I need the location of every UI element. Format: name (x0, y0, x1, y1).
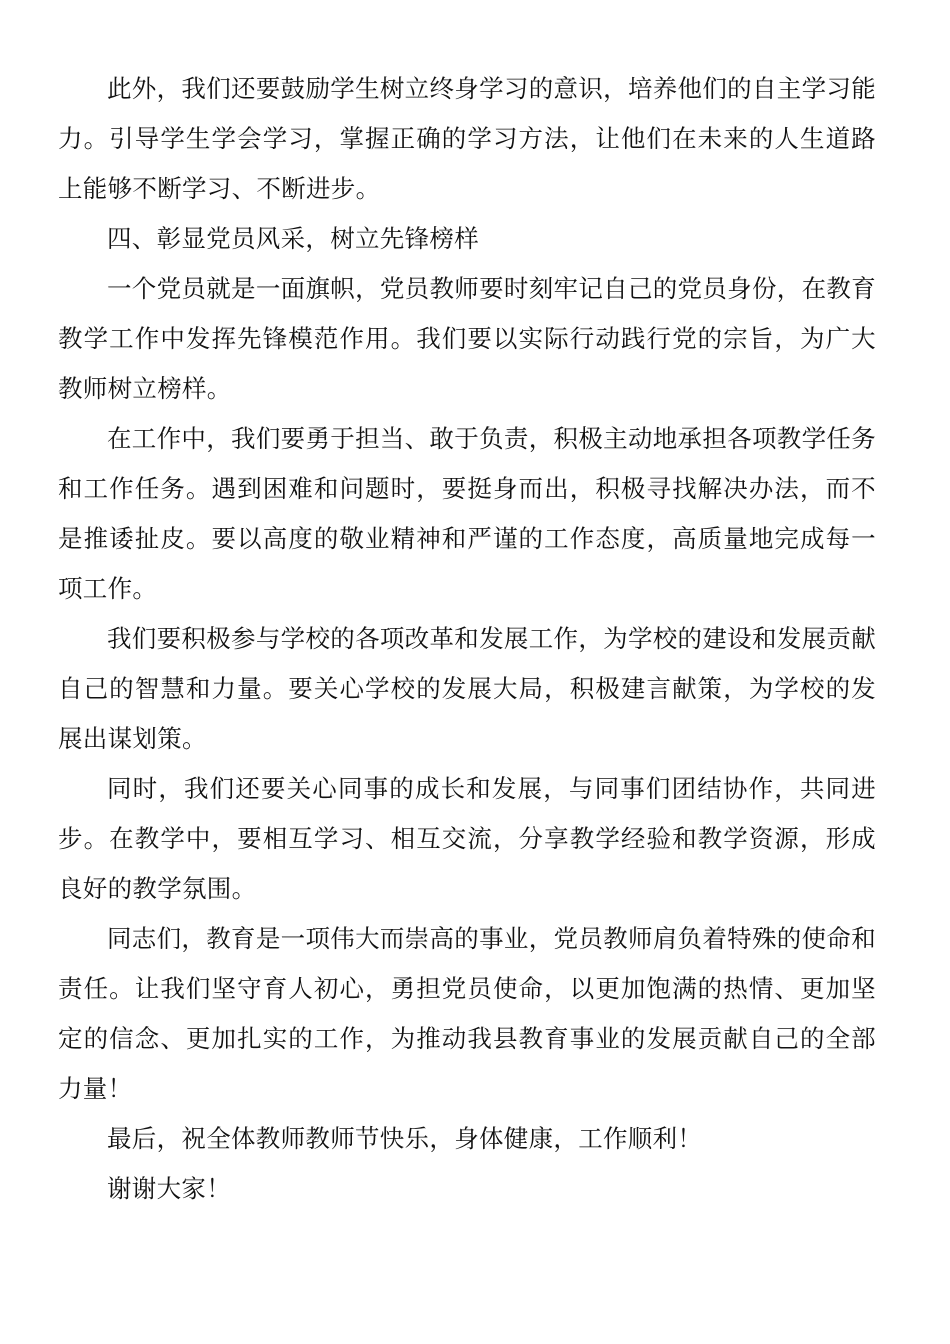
paragraph-party-flag: 一个党员就是一面旗帜，党员教师要时刻牢记自己的党员身份，在教育教学工作中发挥先锋模范作用。我们要以实际行动践行党的宗旨，为广大教师树立榜样。 (58, 274, 876, 403)
paragraph-conclusion: 同志们，教育是一项伟大而崇高的事业，党员教师肩负着特殊的使命和责任。让我们坚守育人初心，勇担党员使命，以更加饱满的热情、更加坚定的信念、更加扎实的工作，为推动我县教育事业的发展贡献自己的全部力量！ (58, 924, 876, 1103)
section-heading-4: 四、彰显党员风采，树立先锋榜样 (107, 224, 479, 253)
paragraph-thanks: 谢谢大家！ (107, 1174, 231, 1203)
paragraph-school-reform: 我们要积极参与学校的各项改革和发展工作，为学校的建设和发展贡献自己的智慧和力量。要关心学校的发展大局，积极建言献策，为学校的发展出谋划策。 (58, 624, 876, 753)
paragraph-lifelong-learning: 此外，我们还要鼓励学生树立终身学习的意识，培养他们的自主学习能力。引导学生学会学习，掌握正确的学习方法，让他们在未来的人生道路上能够不断学习、不断进步。 (58, 74, 876, 203)
paragraph-colleagues: 同时，我们还要关心同事的成长和发展，与同事们团结协作，共同进步。在教学中，要相互学习、相互交流，分享教学经验和教学资源，形成良好的教学氛围。 (58, 774, 876, 903)
paragraph-wishes: 最后，祝全体教师教师节快乐，身体健康，工作顺利！ (107, 1124, 703, 1153)
paragraph-responsibility: 在工作中，我们要勇于担当、敢于负责，积极主动地承担各项教学任务和工作任务。遇到困难和问题时，要挺身而出，积极寻找解决办法，而不是推诿扯皮。要以高度的敬业精神和严谨的工作态度，高质量地完成每一项工作。 (58, 424, 876, 603)
document-body (58, 64, 876, 1214)
